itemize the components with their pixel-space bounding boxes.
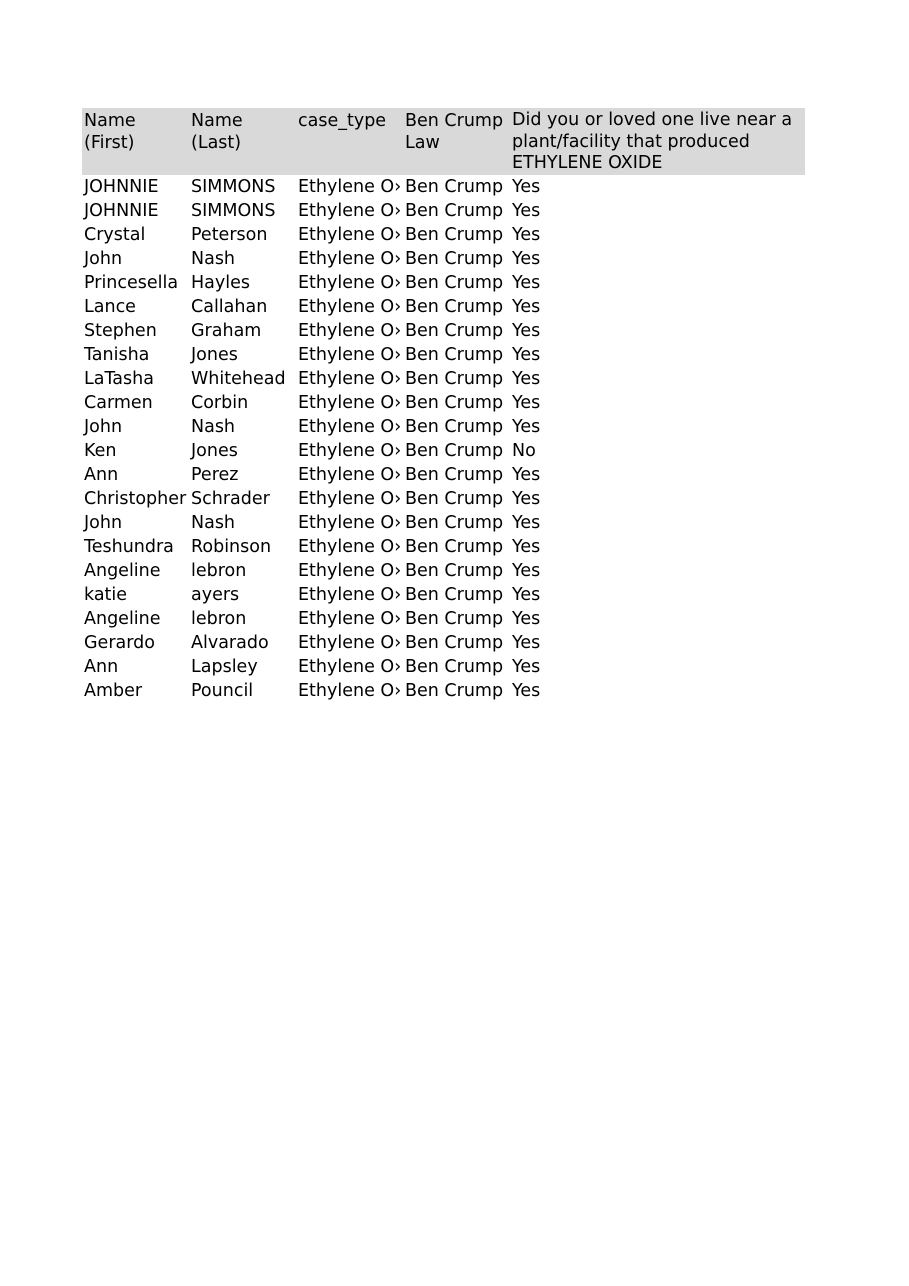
table-body bbox=[82, 175, 805, 703]
table-row bbox=[82, 439, 805, 463]
table-row bbox=[82, 415, 805, 439]
cell-last-name: Schrader bbox=[191, 489, 270, 509]
table-row bbox=[82, 679, 805, 703]
cell-firm: Ben Crump bbox=[405, 489, 504, 509]
table-header-row bbox=[82, 108, 805, 175]
cell-case-type: Ethylene O› bbox=[298, 537, 402, 557]
cell-answer: No bbox=[512, 441, 536, 461]
cell-first-name: Ken bbox=[84, 441, 117, 461]
cell-case-type: Ethylene O› bbox=[298, 297, 402, 317]
cell-firm: Ben Crump bbox=[405, 633, 504, 653]
cell-firm: Ben Crump bbox=[405, 657, 504, 677]
cell-firm: Ben Crump bbox=[405, 177, 504, 197]
cell-last-name: ayers bbox=[191, 585, 240, 605]
cell-firm: Ben Crump bbox=[405, 561, 504, 581]
cell-answer: Yes bbox=[512, 417, 541, 437]
cell-answer: Yes bbox=[512, 177, 541, 197]
cell-first-name: Amber bbox=[84, 681, 143, 701]
cell-first-name: Gerardo bbox=[84, 633, 155, 653]
table-row bbox=[82, 631, 805, 655]
header-last-name: Name (Last) bbox=[191, 111, 243, 153]
cell-answer: Yes bbox=[512, 369, 541, 389]
cell-last-name: Alvarado bbox=[191, 633, 269, 653]
table-row bbox=[82, 247, 805, 271]
cell-answer: Yes bbox=[512, 513, 541, 533]
cell-firm: Ben Crump bbox=[405, 297, 504, 317]
cell-last-name: lebron bbox=[191, 609, 247, 629]
cell-case-type: Ethylene O› bbox=[298, 657, 402, 677]
cell-answer: Yes bbox=[512, 201, 541, 221]
header-case-type: case_type bbox=[298, 111, 387, 131]
cell-firm: Ben Crump bbox=[405, 249, 504, 269]
table-row bbox=[82, 175, 805, 199]
cell-answer: Yes bbox=[512, 321, 541, 341]
cell-first-name: JOHNNIE bbox=[84, 201, 159, 221]
cell-first-name: John bbox=[84, 417, 123, 437]
cell-case-type: Ethylene O› bbox=[298, 609, 402, 629]
cell-answer: Yes bbox=[512, 225, 541, 245]
cell-last-name: Callahan bbox=[191, 297, 268, 317]
cell-last-name: SIMMONS bbox=[191, 177, 276, 197]
cell-answer: Yes bbox=[512, 273, 541, 293]
cell-case-type: Ethylene O› bbox=[298, 177, 402, 197]
table-row bbox=[82, 655, 805, 679]
cell-answer: Yes bbox=[512, 489, 541, 509]
table-row bbox=[82, 295, 805, 319]
table-row bbox=[82, 367, 805, 391]
table-row bbox=[82, 559, 805, 583]
cell-case-type: Ethylene O› bbox=[298, 321, 402, 341]
cell-firm: Ben Crump bbox=[405, 393, 504, 413]
cell-case-type: Ethylene O› bbox=[298, 513, 402, 533]
cell-first-name: Tanisha bbox=[84, 345, 150, 365]
cell-first-name: JOHNNIE bbox=[84, 177, 159, 197]
cell-last-name: lebron bbox=[191, 561, 247, 581]
cell-first-name: Christopher bbox=[84, 489, 187, 509]
cell-first-name: Ann bbox=[84, 465, 119, 485]
cell-case-type: Ethylene O› bbox=[298, 201, 402, 221]
cell-answer: Yes bbox=[512, 609, 541, 629]
cell-last-name: Nash bbox=[191, 249, 236, 269]
header-question: Did you or loved one live near a plant/facility that produced ETHYLENE OXIDE bbox=[512, 110, 793, 173]
cell-case-type: Ethylene O› bbox=[298, 489, 402, 509]
cell-last-name: Jones bbox=[191, 441, 238, 461]
cell-last-name: Nash bbox=[191, 513, 236, 533]
cell-first-name: John bbox=[84, 249, 123, 269]
cell-firm: Ben Crump bbox=[405, 417, 504, 437]
cell-case-type: Ethylene O› bbox=[298, 273, 402, 293]
spreadsheet-table bbox=[82, 108, 805, 703]
cell-first-name: Angeline bbox=[84, 609, 161, 629]
cell-case-type: Ethylene O› bbox=[298, 561, 402, 581]
table-row bbox=[82, 343, 805, 367]
table-row bbox=[82, 271, 805, 295]
table-row bbox=[82, 535, 805, 559]
table-row bbox=[82, 463, 805, 487]
table-row bbox=[82, 391, 805, 415]
cell-firm: Ben Crump bbox=[405, 681, 504, 701]
cell-firm: Ben Crump bbox=[405, 273, 504, 293]
cell-last-name: Lapsley bbox=[191, 657, 258, 677]
cell-last-name: Hayles bbox=[191, 273, 250, 293]
cell-last-name: Graham bbox=[191, 321, 262, 341]
cell-case-type: Ethylene O› bbox=[298, 681, 402, 701]
cell-case-type: Ethylene O› bbox=[298, 369, 402, 389]
cell-last-name: Pouncil bbox=[191, 681, 254, 701]
table-row bbox=[82, 223, 805, 247]
cell-first-name: LaTasha bbox=[84, 369, 154, 389]
table-row bbox=[82, 583, 805, 607]
cell-answer: Yes bbox=[512, 657, 541, 677]
cell-firm: Ben Crump bbox=[405, 465, 504, 485]
cell-answer: Yes bbox=[512, 297, 541, 317]
cell-firm: Ben Crump bbox=[405, 585, 504, 605]
cell-firm: Ben Crump bbox=[405, 345, 504, 365]
cell-case-type: Ethylene O› bbox=[298, 465, 402, 485]
header-first-name: Name (First) bbox=[84, 111, 136, 153]
cell-answer: Yes bbox=[512, 561, 541, 581]
cell-firm: Ben Crump bbox=[405, 369, 504, 389]
cell-firm: Ben Crump bbox=[405, 225, 504, 245]
table-row bbox=[82, 319, 805, 343]
cell-case-type: Ethylene O› bbox=[298, 417, 402, 437]
cell-answer: Yes bbox=[512, 345, 541, 365]
cell-firm: Ben Crump bbox=[405, 537, 504, 557]
cell-case-type: Ethylene O› bbox=[298, 393, 402, 413]
cell-case-type: Ethylene O› bbox=[298, 441, 402, 461]
header-firm: Ben Crump Law bbox=[405, 111, 504, 153]
cell-firm: Ben Crump bbox=[405, 441, 504, 461]
cell-case-type: Ethylene O› bbox=[298, 585, 402, 605]
cell-last-name: Nash bbox=[191, 417, 236, 437]
cell-last-name: SIMMONS bbox=[191, 201, 276, 221]
cell-case-type: Ethylene O› bbox=[298, 249, 402, 269]
cell-last-name: Perez bbox=[191, 465, 239, 485]
cell-answer: Yes bbox=[512, 633, 541, 653]
cell-last-name: Jones bbox=[191, 345, 238, 365]
cell-last-name: Peterson bbox=[191, 225, 268, 245]
cell-firm: Ben Crump bbox=[405, 201, 504, 221]
cell-answer: Yes bbox=[512, 537, 541, 557]
cell-answer: Yes bbox=[512, 585, 541, 605]
cell-answer: Yes bbox=[512, 393, 541, 413]
cell-first-name: Crystal bbox=[84, 225, 146, 245]
table-row bbox=[82, 511, 805, 535]
cell-answer: Yes bbox=[512, 681, 541, 701]
cell-last-name: Whitehead bbox=[191, 369, 286, 389]
cell-last-name: Corbin bbox=[191, 393, 249, 413]
table-row bbox=[82, 199, 805, 223]
cell-answer: Yes bbox=[512, 465, 541, 485]
cell-case-type: Ethylene O› bbox=[298, 225, 402, 245]
cell-first-name: Angeline bbox=[84, 561, 161, 581]
table-row bbox=[82, 607, 805, 631]
cell-first-name: Ann bbox=[84, 657, 119, 677]
cell-case-type: Ethylene O› bbox=[298, 633, 402, 653]
cell-case-type: Ethylene O› bbox=[298, 345, 402, 365]
cell-last-name: Robinson bbox=[191, 537, 272, 557]
cell-firm: Ben Crump bbox=[405, 513, 504, 533]
cell-first-name: John bbox=[84, 513, 123, 533]
cell-firm: Ben Crump bbox=[405, 609, 504, 629]
cell-first-name: Princesella bbox=[84, 273, 179, 293]
cell-first-name: Lance bbox=[84, 297, 136, 317]
cell-first-name: Stephen bbox=[84, 321, 157, 341]
cell-first-name: katie bbox=[84, 585, 128, 605]
cell-first-name: Carmen bbox=[84, 393, 153, 413]
cell-answer: Yes bbox=[512, 249, 541, 269]
table-row bbox=[82, 487, 805, 511]
cell-first-name: Teshundra bbox=[84, 537, 174, 557]
cell-firm: Ben Crump bbox=[405, 321, 504, 341]
